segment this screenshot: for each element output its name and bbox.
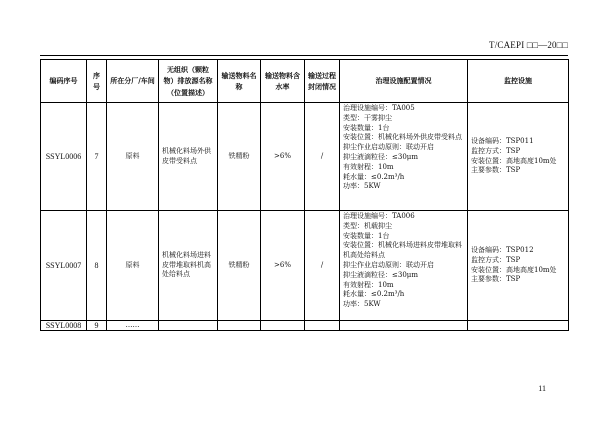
- treatment-line: 安装数量：1台: [343, 123, 390, 132]
- row-enclosure: /: [305, 103, 340, 211]
- row-enclosure: [305, 321, 340, 331]
- treatment-line: 安装位置：机械化料场外供皮带受料点: [343, 133, 462, 142]
- header-rule: [40, 55, 568, 56]
- header-enclosure: 输送过程封闭情况: [305, 60, 340, 103]
- row-enclosure: /: [305, 211, 340, 321]
- table-row: [41, 211, 569, 321]
- treatment-line: 安装位置：机械化料场进料皮带堆取料机高处给料点: [343, 241, 462, 260]
- monitoring-line: 监控方式：TSP: [471, 146, 521, 155]
- row-workshop: 原料: [107, 211, 159, 321]
- row-source: [159, 321, 218, 331]
- row-treatment: [340, 321, 468, 331]
- table-header-row: [41, 60, 569, 103]
- header-monitoring: 监控设施: [468, 60, 569, 103]
- treatment-line: 抑尘液滴粒径：≤30μm: [343, 270, 418, 279]
- row-seq: 9: [87, 321, 107, 331]
- row-material: 铁精粉: [218, 211, 261, 321]
- treatment-line: 耗水量：≤0.2m³/h: [343, 290, 405, 299]
- treatment-line: 类型：机载抑尘: [343, 221, 392, 230]
- treatment-line: 抑尘液滴粒径：≤30μm: [343, 152, 418, 161]
- header-material: 输送物料名称: [218, 60, 261, 103]
- row-treatment: [340, 103, 468, 211]
- header-code: 编码序号: [41, 60, 87, 103]
- treatment-line: 抑尘作业启动原则：联动开启: [343, 260, 434, 269]
- treatment-line: 抑尘作业启动原则：联动开启: [343, 143, 434, 152]
- header-treatment: 治理设施配置情况: [340, 60, 468, 103]
- treatment-line: 有效射程：10m: [343, 280, 394, 289]
- monitoring-line: 主要参数：TSP: [471, 166, 521, 175]
- monitoring-line: 主要参数：TSP: [471, 275, 521, 284]
- treatment-line: 耗水量：≤0.2m³/h: [343, 172, 405, 181]
- treatment-line: 功率：5KW: [343, 300, 381, 309]
- monitoring-line: 安装位置：高地高度10m处: [471, 265, 557, 274]
- row-source: 机械化料场进料皮带堆取料机高处给料点: [159, 211, 218, 321]
- treatment-line: 有效射程：10m: [343, 162, 394, 171]
- row-workshop: ……: [107, 321, 159, 331]
- treatment-line: 功率：5KW: [343, 182, 381, 191]
- row-moisture: >6%: [261, 211, 305, 321]
- row-material: 铁精粉: [218, 103, 261, 211]
- row-monitoring: [468, 103, 569, 211]
- row-workshop: 原料: [107, 103, 159, 211]
- standard-code: T/CAEPI □□—20□□: [489, 40, 568, 50]
- monitoring-line: 安装位置：高地高度10m处: [471, 156, 557, 165]
- row-code: SSYL0006: [41, 103, 87, 211]
- row-treatment: [340, 211, 468, 321]
- header-source: 无组织（颗粒物）排放源名称（位置描述）: [159, 60, 218, 103]
- row-code: SSYL0007: [41, 211, 87, 321]
- facility-table: [40, 59, 569, 331]
- treatment-line: 安装数量：1台: [343, 231, 390, 240]
- table-row: [41, 103, 569, 211]
- row-code: SSYL0008: [41, 321, 87, 331]
- monitoring-line: 设备编码：TSP012: [471, 245, 534, 254]
- row-source: 机械化料场外供皮带受料点: [159, 103, 218, 211]
- treatment-line: 治理设施编号：TA005: [343, 104, 415, 112]
- header-seq: 序号: [87, 60, 107, 103]
- row-material: [218, 321, 261, 331]
- monitoring-line: 监控方式：TSP: [471, 255, 521, 264]
- treatment-line: 类型：干雾抑尘: [343, 113, 392, 122]
- row-moisture: [261, 321, 305, 331]
- row-moisture: >6%: [261, 103, 305, 211]
- row-seq: 7: [87, 103, 107, 211]
- monitoring-line: 设备编码：TSP011: [471, 136, 534, 145]
- row-monitoring: [468, 211, 569, 321]
- table-row: [41, 321, 569, 331]
- row-monitoring: [468, 321, 569, 331]
- header-workshop: 所在分厂/车间: [107, 60, 159, 103]
- row-seq: 8: [87, 211, 107, 321]
- treatment-line: 治理设施编号：TA006: [343, 212, 415, 220]
- header-moisture: 输送物料含水率: [261, 60, 305, 103]
- page-number: 11: [538, 384, 546, 393]
